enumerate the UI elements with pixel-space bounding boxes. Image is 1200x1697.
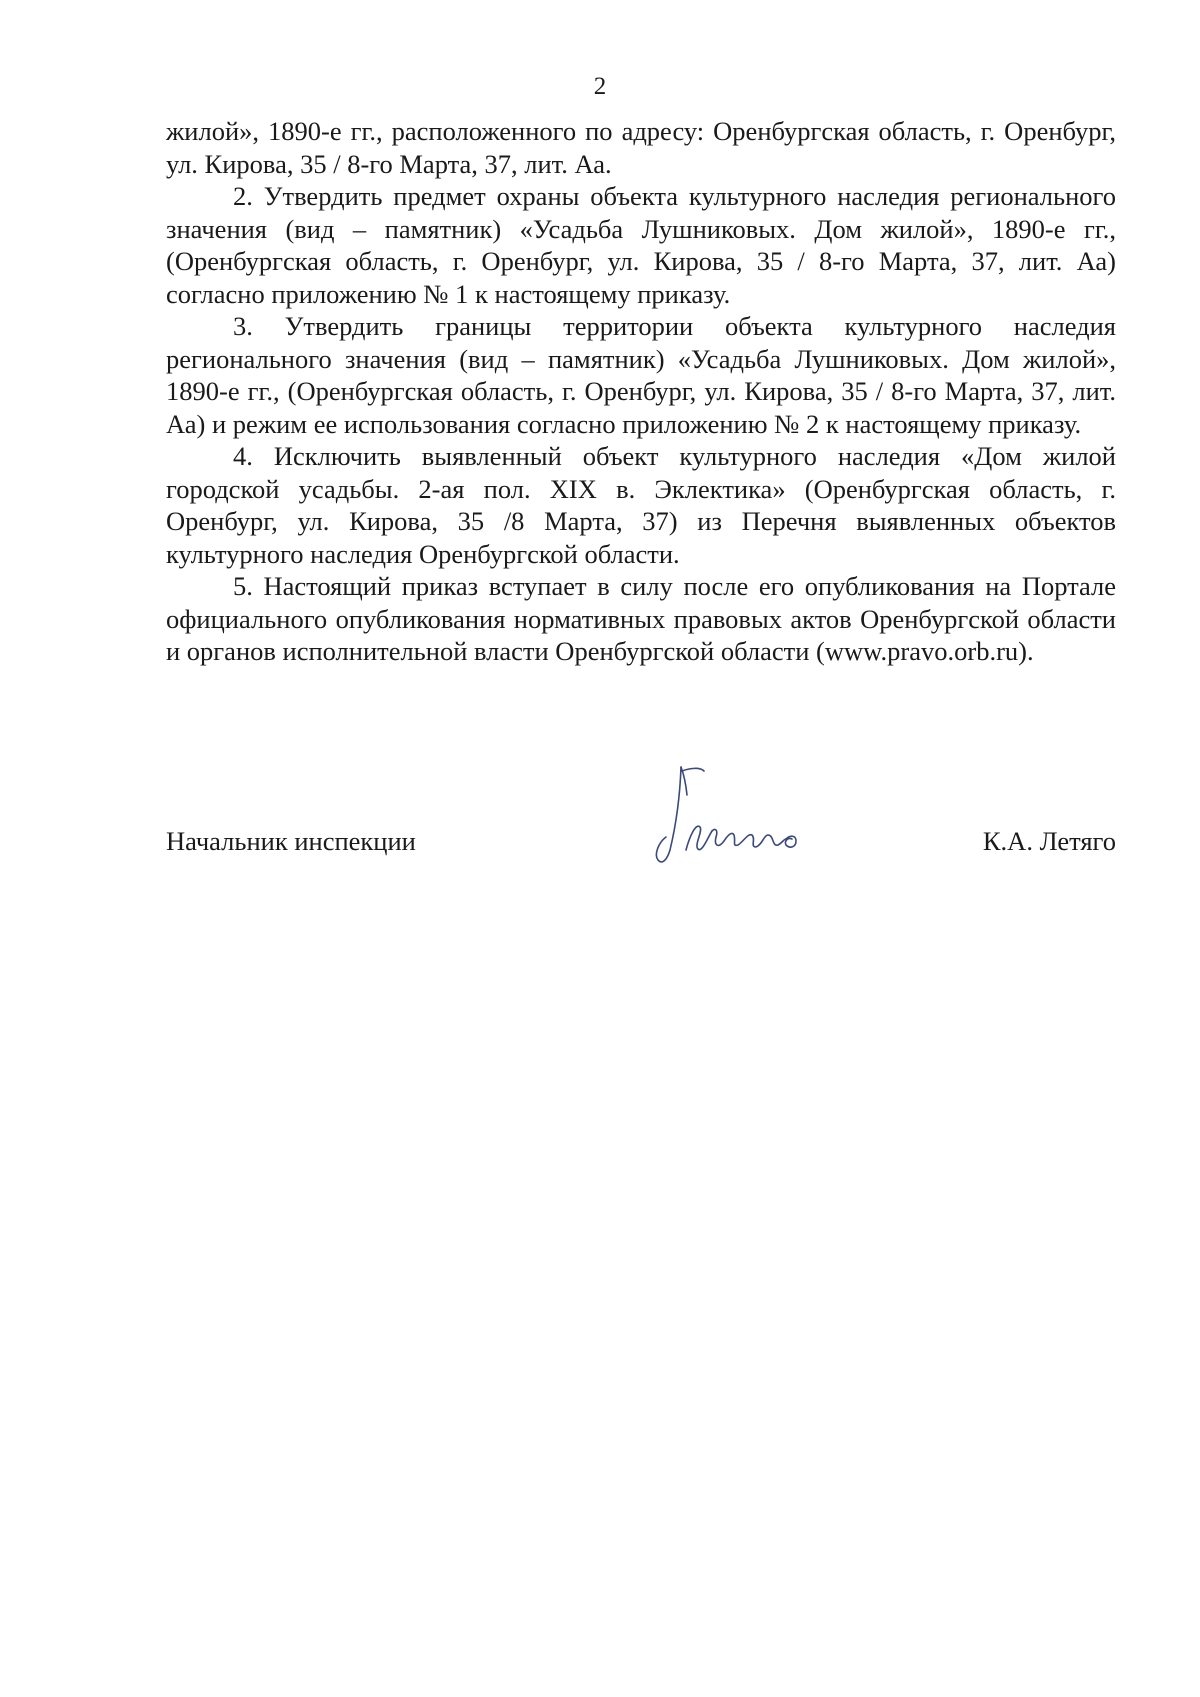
paragraph-item-3: 3. Утвердить границы территории объекта культурного наследия регионального значения (вид – памятник) «Усадьба Лушниковых. Дом жилой», 1890-е гг., (Оренбургская область, г. Оренбург, ул. Кирова, 35 / 8-го Марта, 37, лит. Аа) и режим ее использования согласно приложению № 2 к настоящему приказу.: [166, 311, 1116, 439]
paragraph-continuation: жилой», 1890-е гг., расположенного по адресу: Оренбургская область, г. Оренбург, ул. Кирова, 35 / 8-го Марта, 37, лит. Аа.: [166, 116, 1116, 179]
paragraph-item-4: 4. Исключить выявленный объект культурного наследия «Дом жилой городской усадьбы. 2-ая пол. XIX в. Эклектика» (Оренбургская область, г. Оренбург, ул. Кирова, 35 /8 Марта, 37) из Перечня выявленных объектов культурного наследия Оренбургской области.: [166, 441, 1116, 569]
signature-block: [166, 825, 1116, 865]
handwritten-signature: [646, 765, 836, 875]
signatory-name: К.А. Летяго: [982, 826, 1116, 856]
paragraph-item-2: 2. Утвердить предмет охраны объекта культурного наследия регионального значения (вид – памятник) «Усадьба Лушниковых. Дом жилой», 1890-е гг., (Оренбургская область, г. Оренбург, ул. Кирова, 35 / 8-го Марта, 37, лит. Аа) согласно приложению № 1 к настоящему приказу.: [166, 181, 1116, 309]
signatory-position: Начальник инспекции: [166, 826, 416, 856]
paragraph-item-5: 5. Настоящий приказ вступает в силу после его опубликования на Портале официального опубликования нормативных правовых актов Оренбургской области и органов исполнительной власти Оренбургской области (www.pravo.orb.ru).: [166, 571, 1116, 666]
document-body: [166, 115, 1116, 668]
page-number: 2: [593, 73, 607, 100]
